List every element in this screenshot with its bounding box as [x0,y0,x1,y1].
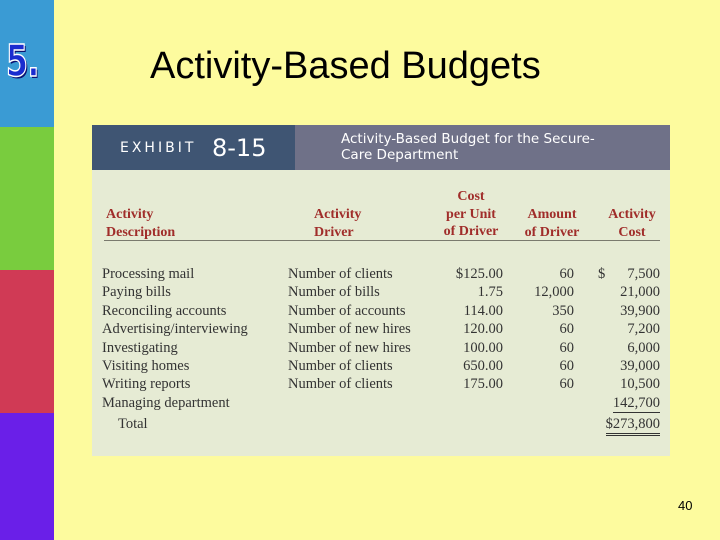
exhibit-panel [92,125,670,456]
total-row [92,415,670,433]
table-row [92,394,670,412]
cost-per-unit-cell: 120.00 [463,321,503,338]
exhibit-number: 8-15 [212,134,267,162]
cost-per-unit-cell: 114.00 [463,302,503,319]
slide-section-number: 5. [6,36,39,87]
table-row [92,339,670,357]
total-value: $273,800 [606,415,660,436]
table-row [92,283,670,301]
amount-of-driver-cell: 60 [559,321,574,338]
activity-driver-cell: Number of new hires [288,339,411,356]
activity-driver-cell: Number of new hires [288,321,411,338]
header-divider [104,240,660,241]
header-activity-description [106,206,175,241]
cost-per-unit-cell: $125.00 [455,266,503,282]
activity-cost-cell: 7,500 [627,266,660,282]
activity-driver-cell: Number of clients [288,266,393,282]
table-row [92,320,670,338]
exhibit-word: EXHIBIT [120,140,197,156]
cost-per-unit-cell: 650.00 [463,358,503,374]
header-text: Activity [608,207,656,222]
table-row [92,375,670,393]
amount-of-driver-cell: 60 [559,266,574,282]
cost-per-unit-cell: 175.00 [463,376,503,393]
cost-per-unit-cell: 100.00 [463,339,503,356]
table-row [92,302,670,320]
slide-title: Activity-Based Budgets [150,45,541,87]
header-activity-driver [314,206,361,241]
activity-cost-cell: 7,200 [627,321,660,338]
activity-cost-cell: 6,000 [627,339,660,356]
total-label: Total [118,416,148,432]
activity-description-cell: Reconciling accounts [102,302,227,319]
activity-driver-cell: Number of clients [288,358,393,374]
amount-of-driver-cell: 60 [559,339,574,356]
header-text: Cost [457,189,485,204]
activity-description-cell: Advertising/interviewing [102,321,248,338]
header-text: of Driver [524,224,580,240]
activity-cost-cell: 39,900 [620,302,660,319]
table-row [92,265,670,283]
green-band [0,127,54,270]
activity-description-cell: Visiting homes [102,358,190,374]
header-text: Amount [527,207,577,222]
activity-cost-cell: 142,700 [612,394,660,411]
activity-description-cell: Managing department [102,394,230,411]
amount-of-driver-cell: 60 [559,376,574,393]
activity-cost-cell: 10,500 [620,376,660,393]
amount-of-driver-cell: 60 [559,358,574,374]
header-text: Activity [106,207,154,222]
amount-of-driver-cell: 350 [552,302,574,319]
activity-driver-cell: Number of bills [288,284,380,301]
purple-band [0,413,54,540]
header-amount-of-driver [516,206,588,241]
cost-per-unit-cell: 1.75 [477,284,503,301]
header-text: of Driver [443,224,499,239]
page-number: 40 [678,498,693,513]
exhibit-label-box [92,125,295,170]
activity-driver-cell: Number of clients [288,376,393,393]
header-activity-cost [598,206,666,241]
sidebar-color-bands [0,0,54,540]
header-text: per Unit [446,206,496,222]
exhibit-title-line-1: Activity-Based Budget for the Secure- [341,131,595,147]
exhibit-title-line-2: Care Department [341,147,459,163]
activity-description-cell: Paying bills [102,284,171,301]
activity-description-cell: Writing reports [102,376,191,393]
dollar-sign-cell: $ [598,266,606,282]
header-text: Driver [314,224,354,240]
amount-of-driver-cell: 12,000 [534,284,574,301]
activity-cost-cell: 39,000 [620,358,660,374]
activity-description-cell: Investigating [102,339,178,356]
activity-description-cell: Processing mail [102,266,195,282]
header-text: Activity [314,207,362,222]
table-row [92,357,670,375]
exhibit-header [92,125,670,170]
activity-driver-cell: Number of accounts [288,302,406,319]
header-text: Description [106,224,176,240]
header-text: Cost [618,224,646,240]
header-cost-per-unit [436,188,506,241]
activity-budget-table [92,170,670,456]
activity-cost-cell: 21,000 [620,284,660,301]
red-band [0,270,54,413]
exhibit-title [341,131,661,163]
